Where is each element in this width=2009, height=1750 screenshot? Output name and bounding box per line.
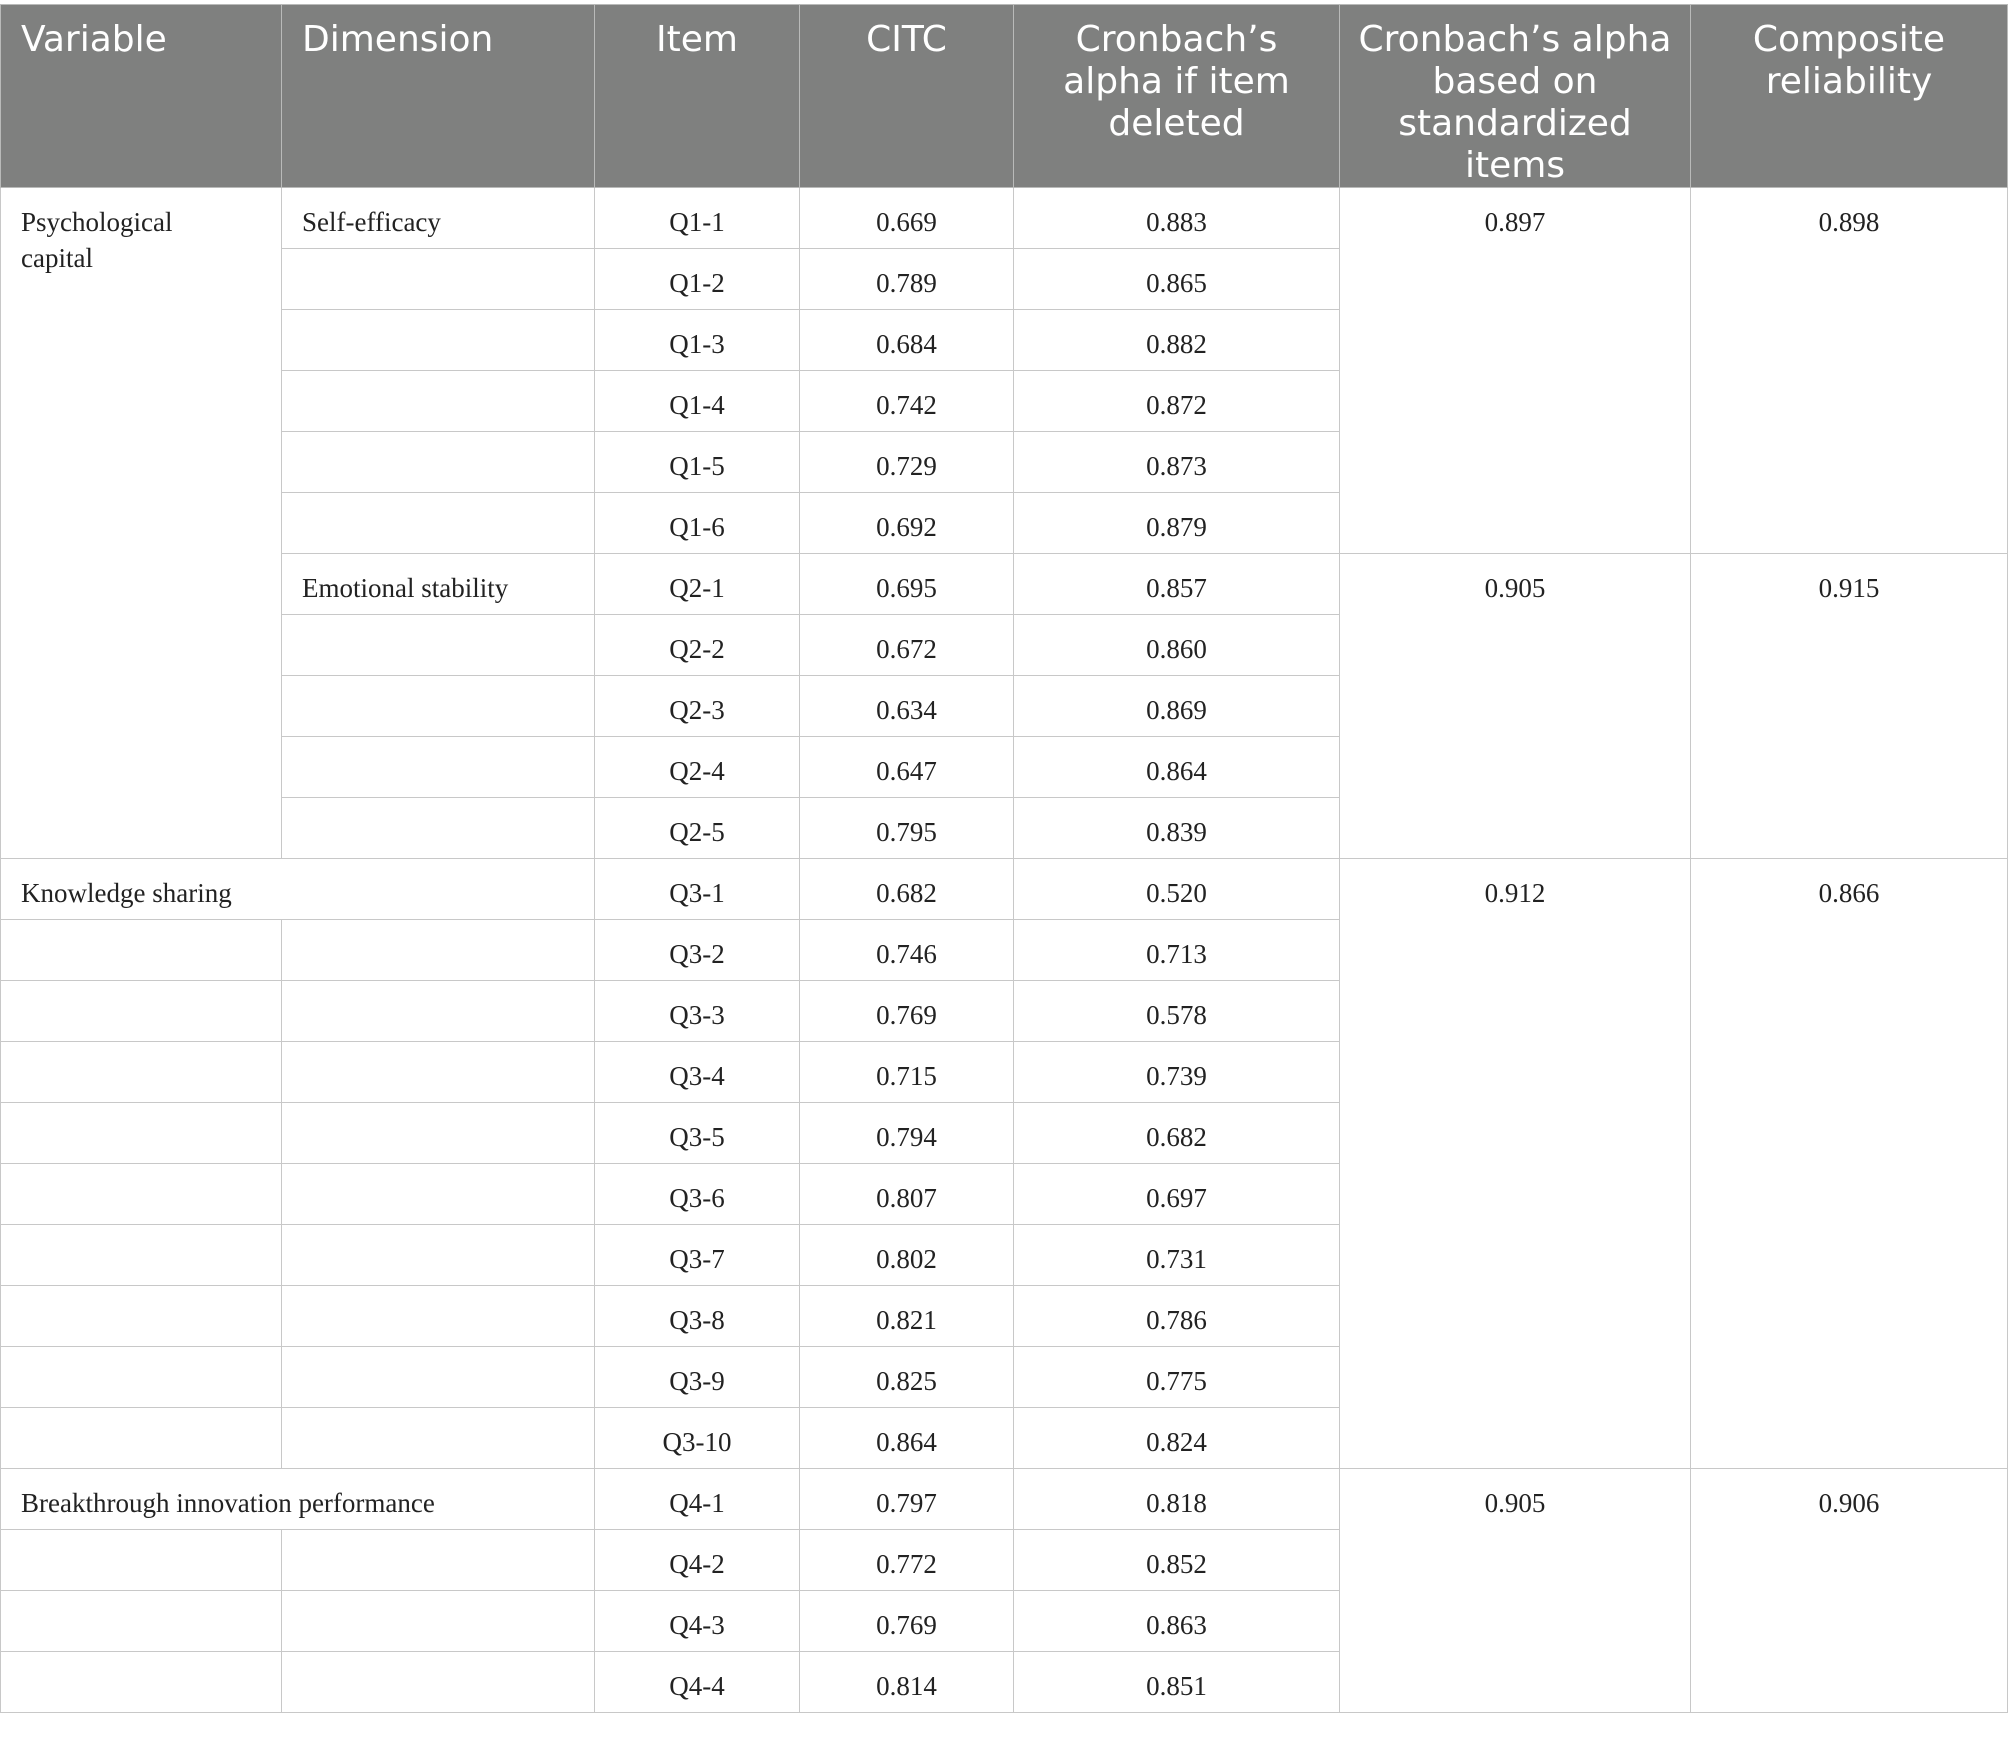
alpha-deleted-cell: 0.863 xyxy=(1014,1591,1340,1652)
citc-cell: 0.672 xyxy=(800,615,1014,676)
alpha-deleted-cell: 0.872 xyxy=(1014,371,1340,432)
item-cell: Q2-1 xyxy=(595,554,800,615)
alpha-deleted-cell: 0.824 xyxy=(1014,1408,1340,1469)
item-cell: Q2-2 xyxy=(595,615,800,676)
citc-cell: 0.794 xyxy=(800,1103,1014,1164)
alpha-deleted-cell: 0.713 xyxy=(1014,920,1340,981)
header-composite-reliability: Composite reliability xyxy=(1691,5,2008,188)
alpha-deleted-cell: 0.857 xyxy=(1014,554,1340,615)
dimension-cell xyxy=(282,1103,595,1164)
citc-cell: 0.682 xyxy=(800,859,1014,920)
dimension-cell: Self-efficacy xyxy=(282,188,595,249)
header-row xyxy=(1,5,2008,188)
citc-cell: 0.695 xyxy=(800,554,1014,615)
variable-cell xyxy=(1,981,282,1042)
item-cell: Q4-4 xyxy=(595,1652,800,1713)
citc-cell: 0.769 xyxy=(800,981,1014,1042)
item-cell: Q2-3 xyxy=(595,676,800,737)
variable-cell xyxy=(1,1164,282,1225)
header-alpha-standardized: Cronbach’s alpha based on standardized items xyxy=(1340,5,1691,188)
variable-cell xyxy=(1,1225,282,1286)
dimension-cell xyxy=(282,371,595,432)
variable-cell xyxy=(1,1408,282,1469)
dimension-cell xyxy=(282,920,595,981)
dimension-cell xyxy=(282,1042,595,1103)
dimension-cell xyxy=(282,1225,595,1286)
item-cell: Q3-10 xyxy=(595,1408,800,1469)
item-cell: Q1-3 xyxy=(595,310,800,371)
variable-cell xyxy=(1,1347,282,1408)
item-cell: Q3-8 xyxy=(595,1286,800,1347)
variable-cell: Breakthrough innovation performance xyxy=(1,1469,595,1530)
item-cell: Q2-4 xyxy=(595,737,800,798)
alpha-deleted-cell: 0.869 xyxy=(1014,676,1340,737)
citc-cell: 0.669 xyxy=(800,188,1014,249)
variable-cell xyxy=(1,1591,282,1652)
header-alpha-if-deleted: Cronbach’s alpha if item deleted xyxy=(1014,5,1340,188)
item-cell: Q1-1 xyxy=(595,188,800,249)
composite-reliability-cell: 0.906 xyxy=(1691,1469,2008,1713)
citc-cell: 0.802 xyxy=(800,1225,1014,1286)
header-item: Item xyxy=(595,5,800,188)
dimension-cell xyxy=(282,1652,595,1713)
citc-cell: 0.795 xyxy=(800,798,1014,859)
citc-cell: 0.797 xyxy=(800,1469,1014,1530)
alpha-deleted-cell: 0.578 xyxy=(1014,981,1340,1042)
dimension-cell xyxy=(282,1347,595,1408)
dimension-cell xyxy=(282,676,595,737)
dimension-cell xyxy=(282,310,595,371)
dimension-cell xyxy=(282,432,595,493)
variable-cell: Psychological capital xyxy=(1,188,282,859)
table-row xyxy=(1,554,2008,615)
variable-cell xyxy=(1,1652,282,1713)
citc-cell: 0.825 xyxy=(800,1347,1014,1408)
alpha-deleted-cell: 0.873 xyxy=(1014,432,1340,493)
item-cell: Q3-3 xyxy=(595,981,800,1042)
citc-cell: 0.789 xyxy=(800,249,1014,310)
item-cell: Q3-9 xyxy=(595,1347,800,1408)
table-row xyxy=(1,188,2008,249)
alpha-deleted-cell: 0.852 xyxy=(1014,1530,1340,1591)
alpha-deleted-cell: 0.879 xyxy=(1014,493,1340,554)
alpha-deleted-cell: 0.839 xyxy=(1014,798,1340,859)
alpha-deleted-cell: 0.731 xyxy=(1014,1225,1340,1286)
alpha-deleted-cell: 0.682 xyxy=(1014,1103,1340,1164)
variable-cell xyxy=(1,1530,282,1591)
alpha-standardized-cell: 0.912 xyxy=(1340,859,1691,1469)
citc-cell: 0.746 xyxy=(800,920,1014,981)
composite-reliability-cell: 0.915 xyxy=(1691,554,2008,859)
variable-cell: Knowledge sharing xyxy=(1,859,595,920)
citc-cell: 0.729 xyxy=(800,432,1014,493)
citc-cell: 0.742 xyxy=(800,371,1014,432)
alpha-deleted-cell: 0.739 xyxy=(1014,1042,1340,1103)
alpha-deleted-cell: 0.818 xyxy=(1014,1469,1340,1530)
dimension-cell xyxy=(282,493,595,554)
dimension-cell xyxy=(282,737,595,798)
alpha-deleted-cell: 0.697 xyxy=(1014,1164,1340,1225)
alpha-deleted-cell: 0.851 xyxy=(1014,1652,1340,1713)
item-cell: Q1-5 xyxy=(595,432,800,493)
variable-cell xyxy=(1,1286,282,1347)
header-citc: CITC xyxy=(800,5,1014,188)
citc-cell: 0.814 xyxy=(800,1652,1014,1713)
dimension-cell xyxy=(282,981,595,1042)
variable-cell xyxy=(1,1103,282,1164)
alpha-standardized-cell: 0.905 xyxy=(1340,1469,1691,1713)
citc-cell: 0.807 xyxy=(800,1164,1014,1225)
table-row xyxy=(1,859,2008,920)
alpha-deleted-cell: 0.775 xyxy=(1014,1347,1340,1408)
item-cell: Q2-5 xyxy=(595,798,800,859)
citc-cell: 0.772 xyxy=(800,1530,1014,1591)
reliability-table xyxy=(0,4,2008,1713)
item-cell: Q1-6 xyxy=(595,493,800,554)
dimension-cell xyxy=(282,798,595,859)
item-cell: Q3-2 xyxy=(595,920,800,981)
variable-cell xyxy=(1,1042,282,1103)
item-cell: Q3-5 xyxy=(595,1103,800,1164)
citc-cell: 0.692 xyxy=(800,493,1014,554)
item-cell: Q3-4 xyxy=(595,1042,800,1103)
dimension-cell xyxy=(282,1408,595,1469)
header-dimension: Dimension xyxy=(282,5,595,188)
dimension-cell xyxy=(282,249,595,310)
item-cell: Q3-6 xyxy=(595,1164,800,1225)
citc-cell: 0.769 xyxy=(800,1591,1014,1652)
item-cell: Q4-2 xyxy=(595,1530,800,1591)
dimension-cell xyxy=(282,615,595,676)
citc-cell: 0.684 xyxy=(800,310,1014,371)
item-cell: Q1-4 xyxy=(595,371,800,432)
alpha-standardized-cell: 0.905 xyxy=(1340,554,1691,859)
dimension-cell xyxy=(282,1591,595,1652)
composite-reliability-cell: 0.866 xyxy=(1691,859,2008,1469)
composite-reliability-cell: 0.898 xyxy=(1691,188,2008,554)
alpha-deleted-cell: 0.786 xyxy=(1014,1286,1340,1347)
alpha-deleted-cell: 0.520 xyxy=(1014,859,1340,920)
item-cell: Q3-1 xyxy=(595,859,800,920)
alpha-deleted-cell: 0.883 xyxy=(1014,188,1340,249)
dimension-cell xyxy=(282,1164,595,1225)
citc-cell: 0.821 xyxy=(800,1286,1014,1347)
item-cell: Q3-7 xyxy=(595,1225,800,1286)
dimension-cell xyxy=(282,1530,595,1591)
alpha-deleted-cell: 0.882 xyxy=(1014,310,1340,371)
item-cell: Q4-3 xyxy=(595,1591,800,1652)
item-cell: Q4-1 xyxy=(595,1469,800,1530)
alpha-standardized-cell: 0.897 xyxy=(1340,188,1691,554)
citc-cell: 0.647 xyxy=(800,737,1014,798)
alpha-deleted-cell: 0.860 xyxy=(1014,615,1340,676)
dimension-cell: Emotional stability xyxy=(282,554,595,615)
dimension-cell xyxy=(282,1286,595,1347)
citc-cell: 0.634 xyxy=(800,676,1014,737)
citc-cell: 0.864 xyxy=(800,1408,1014,1469)
item-cell: Q1-2 xyxy=(595,249,800,310)
citc-cell: 0.715 xyxy=(800,1042,1014,1103)
header-variable: Variable xyxy=(1,5,282,188)
alpha-deleted-cell: 0.864 xyxy=(1014,737,1340,798)
alpha-deleted-cell: 0.865 xyxy=(1014,249,1340,310)
variable-cell xyxy=(1,920,282,981)
table-row xyxy=(1,1469,2008,1530)
